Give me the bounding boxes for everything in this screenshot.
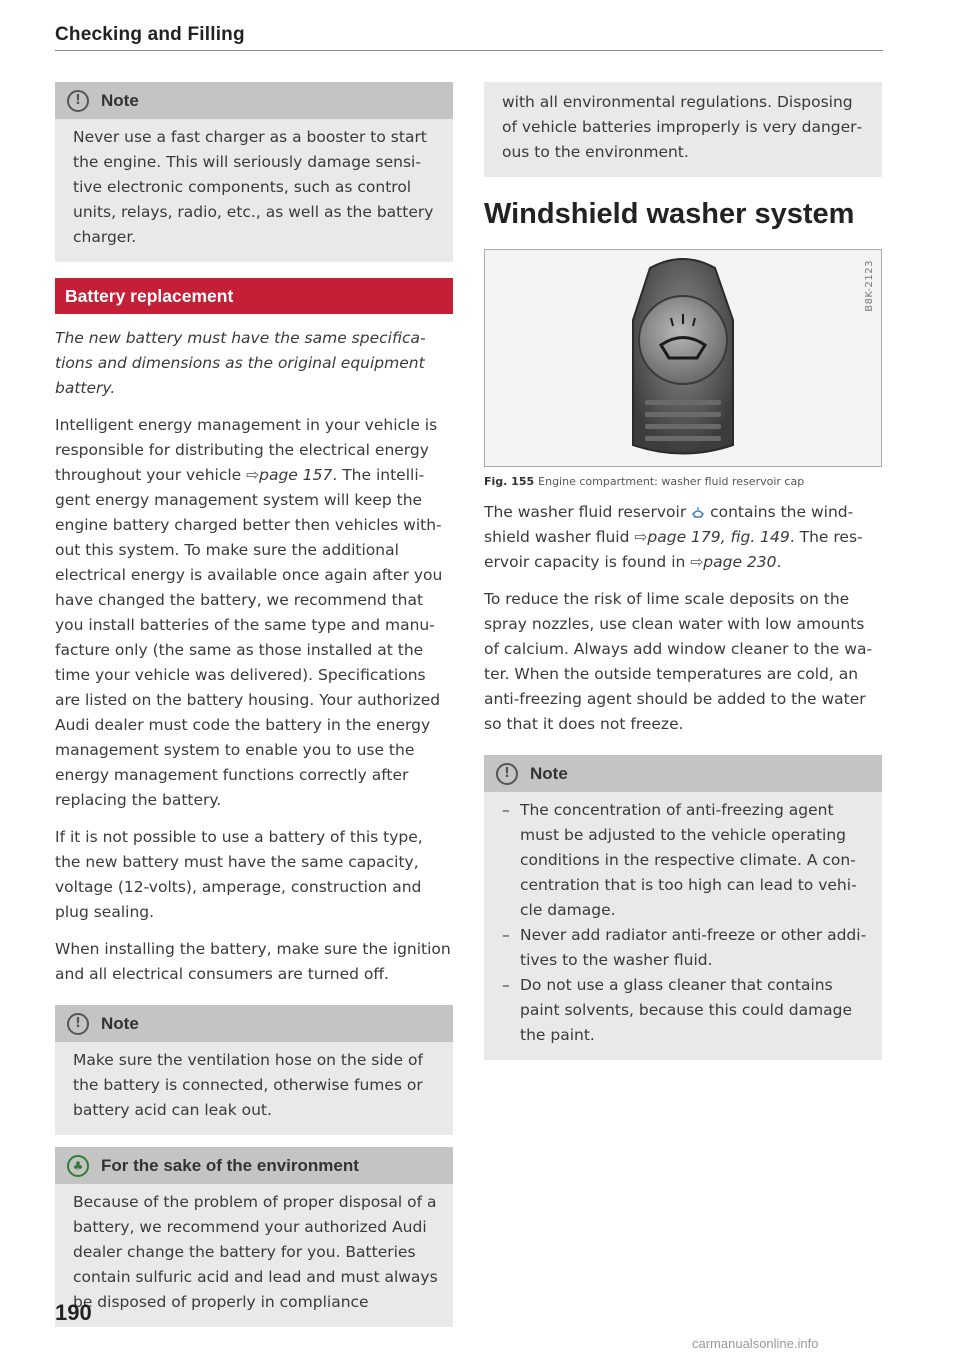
note-box-ventilation	[55, 1005, 453, 1135]
exclamation-circle-icon: !	[67, 90, 89, 112]
exclamation-circle-icon: !	[496, 763, 518, 785]
page-reference-link[interactable]: page 179, fig. 149	[647, 528, 790, 546]
section-heading-battery-replacement: Battery replacement	[55, 278, 453, 314]
list-item: – Never add radiator anti-freeze or other additives to the washer fluid.	[502, 923, 868, 973]
note-text: Make sure the ventilation hose on the side of the battery is connected, otherwise fumes or battery acid can leak out.	[73, 1051, 423, 1119]
paragraph-installing: When installing the battery, make sure the ignition and all electrical consumers are turned off.	[55, 940, 451, 983]
page-reference-link[interactable]: page 157	[259, 466, 333, 484]
list-item: – Do not use a glass cleaner that contains paint solvents, because this could damage the paint.	[502, 973, 868, 1048]
environment-text: Because of the problem of proper disposal of a battery, we recommend your authorized Audi dealer change the battery for you. Batteries contain sulfuric acid and lead and must always be disposed of properly in compliance	[73, 1193, 438, 1311]
figure-washer-cap	[484, 249, 882, 467]
section-heading-windshield-washer: Windshield washer system	[484, 198, 855, 230]
figure-caption: Fig. 155 Engine compartment: washer fluid reservoir cap	[484, 475, 805, 488]
environment-title: For the sake of the environment	[101, 1155, 359, 1175]
leaf-circle-icon: ♣	[67, 1155, 89, 1177]
left-column	[55, 82, 453, 1327]
exclamation-circle-icon: !	[67, 1013, 89, 1035]
right-column	[484, 82, 882, 1060]
washer-fluid-icon	[691, 506, 705, 518]
note-box-antifreeze	[484, 755, 882, 1060]
page-reference-link[interactable]: page 230	[703, 553, 777, 571]
page-ref-arrow-icon: ⇨	[246, 466, 260, 484]
environment-box	[55, 1147, 453, 1327]
note-title: Note	[101, 1013, 139, 1033]
figure-code: B8K-2123	[864, 260, 875, 312]
note-text: Never use a fast charger as a booster to start the engine. This will seriously damage sensitive electronic components, such as control units, relays, radio, etc., as well as the battery charger.	[73, 128, 434, 246]
note-list	[502, 798, 868, 1048]
page-number: 190	[55, 1300, 92, 1325]
note-box-charger	[55, 82, 453, 262]
paragraph-washer-reservoir: The washer fluid reservoir contains the windshield washer fluid ⇨page 179, fig. 149. The reservoir capacity is found in ⇨page 230.	[484, 503, 863, 571]
note-title: Note	[101, 90, 139, 110]
page-header-title: Checking and Filling	[55, 24, 245, 45]
page-ref-arrow-icon: ⇨	[634, 528, 648, 546]
paragraph-lime-scale: To reduce the risk of lime scale deposits on the spray nozzles, use clean water with low amounts of calcium. Always add window cleaner to the water. When the outside temperatures are cold, an anti-freezing agent should be added to the water so that it does not freeze.	[484, 590, 873, 733]
washer-reservoir-cap-illustration	[485, 250, 881, 466]
page-ref-arrow-icon: ⇨	[690, 553, 704, 571]
paragraph-battery-type: If it is not possible to use a battery of this type, the new battery must have the same capacity, voltage (12-volts), amperage, construction and plug sealing.	[55, 828, 423, 921]
header-rule	[55, 50, 883, 51]
watermark: carmanualsonline.info	[692, 1336, 819, 1351]
paragraph-energy-management: Intelligent energy management in your vehicle is responsible for distributing the electrical energy throughout your vehicle ⇨page 157. The intelligent energy management system will keep the engine battery charged better then vehicles without this system. To make sure the additional electrical energy is available once again after you have changed the battery, we recommend that you install batteries of the same type and manufacture only (the same as those installed at the time your vehicle was delivered). Specifications are listed on the battery housing. Your authorized Audi dealer must code the battery in the energy management system to enable you to use the energy management functions correctly after replacing the battery.	[55, 416, 443, 809]
section-intro: The new battery must have the same specifications and dimensions as the original equipment battery.	[55, 329, 426, 397]
list-item: – The concentration of anti-freezing agent must be adjusted to the vehicle operating conditions in the respective climate. A concentration that is too high can lead to vehicle damage.	[502, 798, 868, 923]
environment-text-continued: with all environmental regulations. Disposing of vehicle batteries improperly is very dangerous to the environment.	[502, 93, 863, 161]
environment-box-continued	[484, 82, 882, 177]
note-title: Note	[530, 763, 568, 783]
